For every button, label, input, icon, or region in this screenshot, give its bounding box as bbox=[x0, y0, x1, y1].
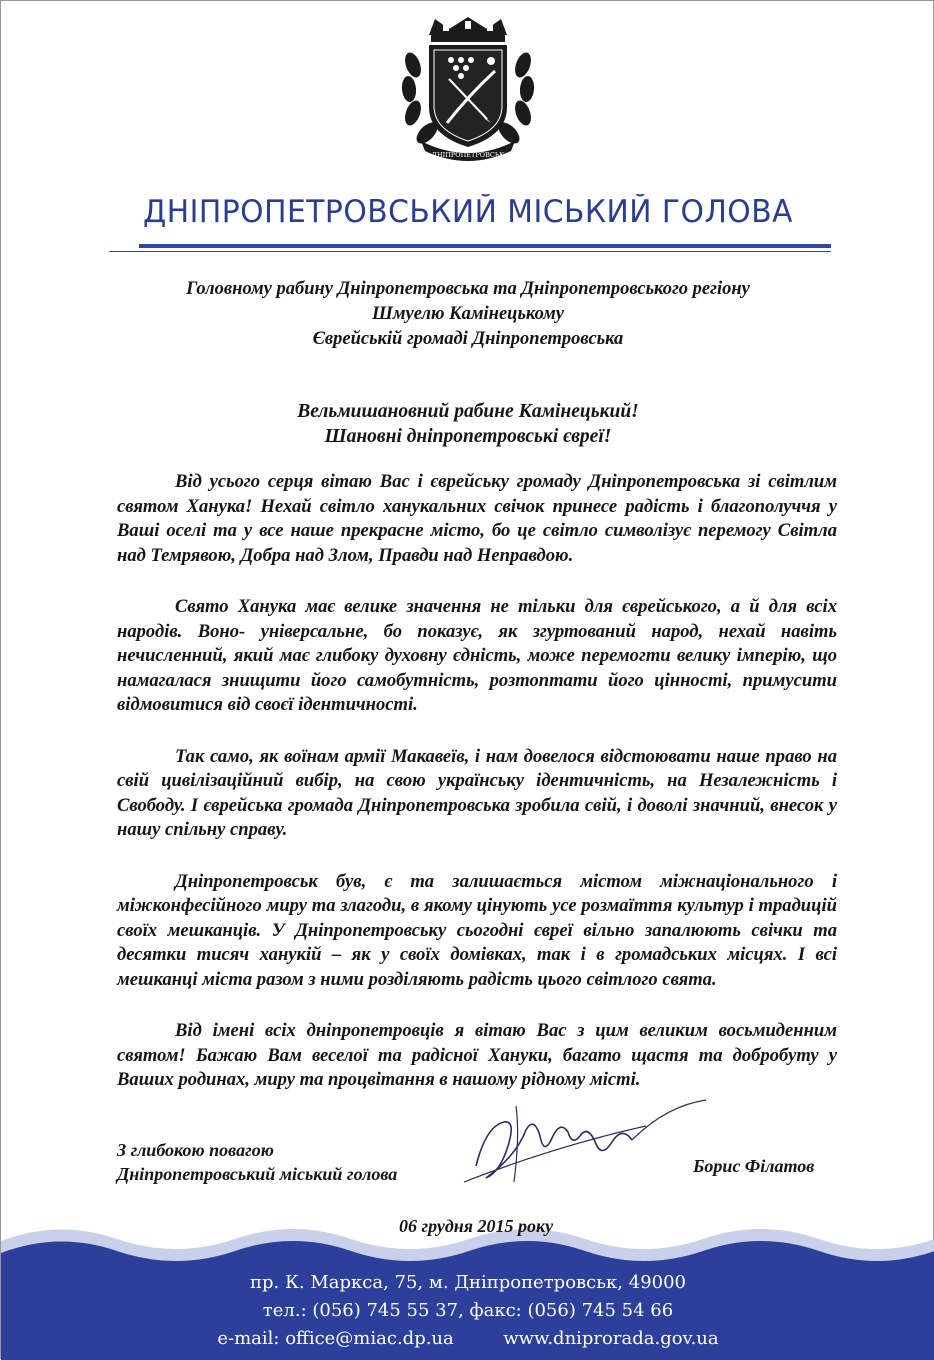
body-paragraph: Від імені всіх дніпропетровців я вітаю Вас з цим великим восьмиденним святом! Бажаю Вам веселої та радісної Хануки, багато щастя та добробуту у Ваших родинах, миру та процвітання в нашому рідному місті. bbox=[117, 1020, 837, 1090]
signatory-name: Борис Філатов bbox=[693, 1156, 815, 1176]
letter-body bbox=[117, 470, 837, 1120]
body-paragraph: Свято Ханука має велике значення не тільки для єврейського, а й для всіх народів. Воно- універсальне, бо показує, як згуртований народ, нехай навіть нечисленний, який має глибоку духовну єдність, може перемогти велику імперію, що намагалася знищити його самобутність, розтоптати його цінності, примусити відмовитися від своєї ідентичності. bbox=[117, 596, 837, 715]
header-rule-thin bbox=[109, 251, 831, 252]
header-rule bbox=[139, 244, 831, 248]
body-paragraph: Дніпропетровськ був, є та залишається містом міжнаціонального і міжконфесійного миру та злагоди, в якому цінують усе розмаїття культур і традицій своїх мешканців. У Дніпропетровську сьогодні євреї вільно запалюють свічки та десятки тисяч ханукій – як у своїх домівках, так і в громадських місцях. І всі мешканці міста разом з ними розділяють радість цього світлого свята. bbox=[117, 870, 837, 990]
salutation-line: Шановні дніпропетровські євреї! bbox=[324, 426, 612, 447]
handwritten-signature bbox=[456, 1086, 716, 1196]
emblem-caption: ДНІПРОПЕТРОВСЬК bbox=[431, 151, 505, 159]
salutation-line: Вельмишановний рабине Камінецький! bbox=[297, 401, 639, 422]
closing-regards: З глибокою повагою bbox=[117, 1140, 274, 1160]
addressee-line: Головному рабину Дніпропетровська та Дніпропетровського регіону bbox=[186, 279, 750, 299]
footer-address: пр. К. Маркса, 75, м. Дніпропетровськ, 49000 bbox=[250, 1272, 686, 1293]
letter-date: 06 грудня 2015 року bbox=[399, 1216, 554, 1236]
closing-block bbox=[117, 1138, 397, 1186]
footer-contacts bbox=[1, 1269, 934, 1353]
salutation bbox=[1, 399, 934, 449]
footer-website: www.dniprorada.gov.ua bbox=[503, 1328, 719, 1349]
header-title: ДНІПРОПЕТРОВСЬКИЙ МІСЬКИЙ ГОЛОВА bbox=[143, 194, 793, 230]
addressee-block bbox=[1, 277, 934, 352]
addressee-line: Єврейській громаді Дніпропетровська bbox=[312, 329, 624, 349]
footer-email-web bbox=[1, 1325, 934, 1353]
footer-email: e-mail: office@miac.dp.ua bbox=[217, 1328, 454, 1349]
closing-position: Дніпропетровський міський голова bbox=[117, 1164, 398, 1184]
body-paragraph: Так само, як воїнам армії Макавеїв, і нам довелося відстоювати наше право на свій цивілізаційний вибір, на свою українську ідентичність, на Незалежність і Свободу. І єврейська громада Дніпропетровська зробила свій, і доволі значний, внесок у нашу спільну справу. bbox=[117, 745, 837, 840]
city-emblem-icon bbox=[399, 15, 537, 163]
addressee-line: Шмуелю Камінецькому bbox=[371, 304, 565, 324]
footer-phones: тел.: (056) 745 55 37, факс: (056) 745 54 66 bbox=[262, 1300, 674, 1321]
body-paragraph: Від усього серця вітаю Вас і єврейську громаду Дніпропетровська зі світлим святом Ханука! Нехай світло ханукальних свічок принесе радість і благополуччя у Ваші оселі та у все наше прекрасне місто, бо це світло символізує перемогу Світла над Темрявою, Добра над Злом, Правди над Неправдою. bbox=[117, 471, 837, 566]
